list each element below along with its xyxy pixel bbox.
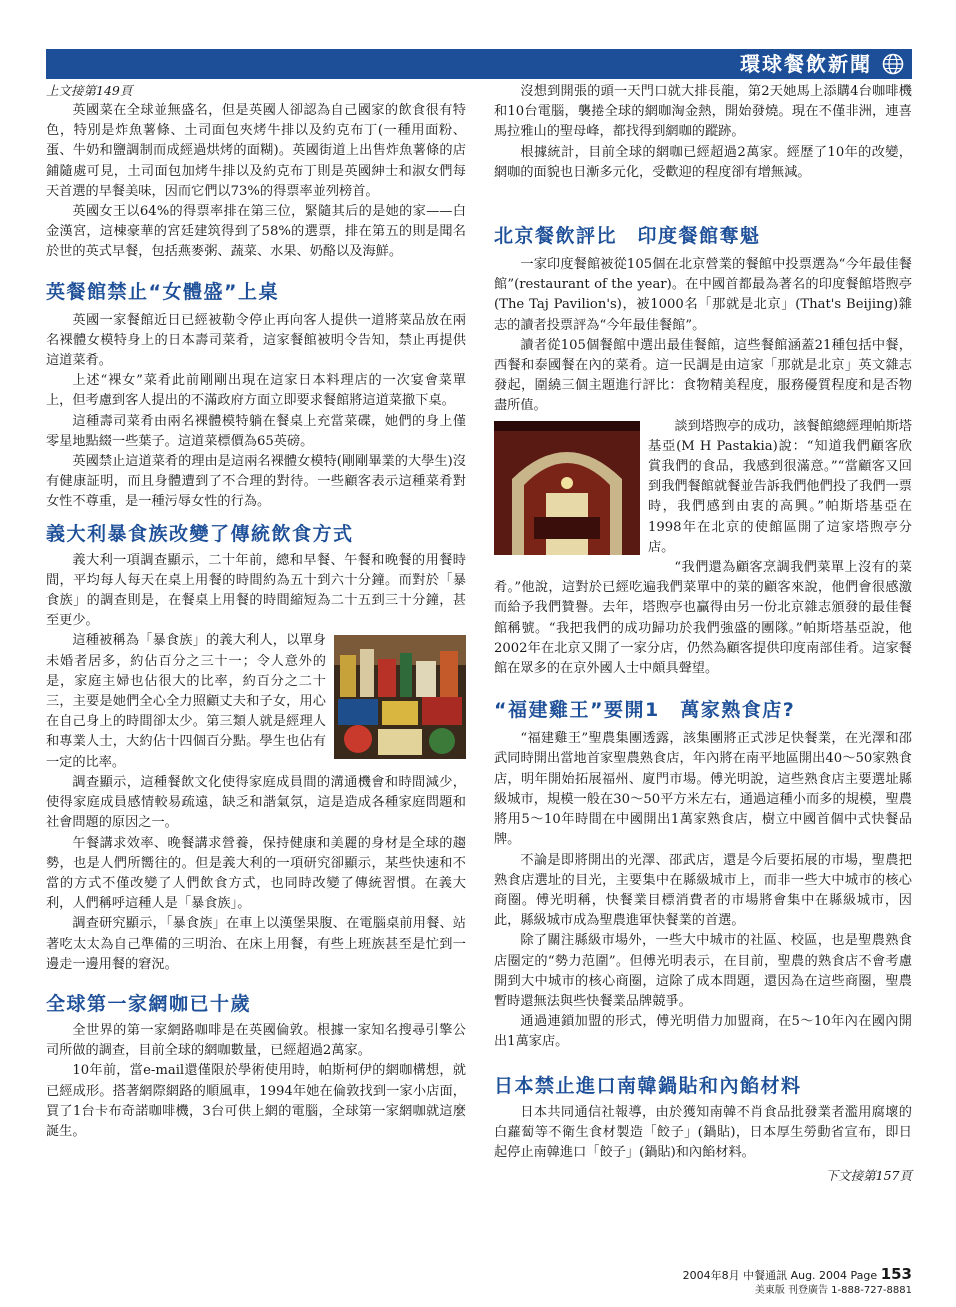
footer-issue: 2004年8月 中餐通訊 Aug. 2004 Page — [682, 1269, 878, 1282]
body-paragraph: 日本共同通信社報導，由於獲知南韓不肖食品批發業者濫用腐壞的白蘿蔔等不衛生食材製造「餃子」(鍋貼)，日本厚生勞動省宣布，即日起停止南韓進口「餃子」(鍋貼)和內餡材料。 — [494, 1104, 912, 1160]
article-uk-restaurant — [46, 279, 466, 513]
body-paragraph: 英國禁止這道菜肴的理由是這兩名裸體女模特(剛剛畢業的大學生)沒有健康証明，而且身體遭到了不合理的對待。一些顧客表示這種菜肴對女性不尊重，是一種污辱女性的行為。 — [46, 454, 466, 510]
article-heading: 英餐館禁止“女體盛”上桌 — [46, 280, 279, 303]
continued-to-note: 下文接第157頁 — [825, 1168, 912, 1184]
article-heading: 北京餐飲評比 印度餐館奪魁 — [494, 225, 761, 248]
body-paragraph: 沒想到開張的頭一天門口就大排長龍，第2天她馬上添購4台咖啡機和10台電腦，襲捲全球的網咖淘金熱，開始發燒。現在不僅非洲，連喜馬拉雅山的聖母峰，都找得到網咖的蹤跡。 — [494, 84, 912, 140]
body-paragraph: “我們還為顧客烹調我們菜單上沒有的菜肴。”他說，這對於已經吃遍我們菜單中的菜的顧客來說，他們會很感激而給予我們贊譽。去年，塔煦亭也贏得由另一份北京雜志頒發的最佳餐館稱號。“我把我們的成功歸功於我們強盛的團隊。”帕斯塔基亞說，他2002年在北京又開了一家分店，仍然為顧客提供印度南部佳肴。這家餐館在眾多的在京外國人士中頗具聲望。 — [494, 560, 912, 677]
page-footer — [683, 1266, 912, 1298]
body-paragraph: 讀者從105個餐館中選出最佳餐館，這些餐館涵蓋21種包括中餐，西餐和泰國餐在內的菜肴。這一民調是由這家「那就是北京」英文雜志發起，圍繞三個主題進行評比：食物精美程度，服務優質程度和是否物盡所值。 — [494, 337, 912, 414]
body-paragraph: 這種壽司菜肴由兩名裸體模特躺在餐桌上充當菜碟，她們的身上僅零星地點綴一些葉子。這道菜標價為65英磅。 — [46, 413, 466, 449]
groceries-photo — [334, 635, 466, 759]
body-paragraph: 這種被稱為「暴食族」的義大利人，以單身未婚者居多，約佔百分之三十一；令人意外的是，家庭主婦也佔很大的比率，約百分之二十三，主要是她們全心全力照顧丈夫和子女，用心在自己身上的時間卻太少。第三類人就是經理人和專業人士，大約佔十四個百分點。學生也佔有一定的比率。 — [46, 633, 326, 770]
continued-from-note: 上文接第149頁 — [46, 83, 133, 98]
body-paragraph: 除了關注縣級市場外，一些大中城市的社區、校區，也是聖農熟食店圈定的“勢力范圍”。但傅光明表示，在目前，聖農的熟食店不會考慮開到大中城市的核心商圈，這除了成本問題，還因為在這些商圈，聖農暫時還無法與些快餐業品牌競爭。 — [494, 933, 912, 1009]
body-paragraph: 英國女王以64%的得票率排在第三位，緊隨其后的是她的家——白金漢宮，這棟豪華的宮廷建筑得到了58%的選票，排在第五的則是聞名於世的英式早餐，包括燕麥粥、蔬菜、水果、奶酪以及海鮮。 — [46, 204, 466, 260]
globe-icon — [882, 53, 904, 75]
article-italy-eating — [46, 521, 466, 975]
article-heading: 全球第一家網咖已十歲 — [46, 992, 252, 1015]
body-paragraph: 10年前，當e-mail還僅限於學術使用時，帕斯柯伊的網咖構想，就已經成形。搭著網際網路的順風車，1994年她在倫敦找到一家小店面，買了1台卡布奇諾咖啡機，3台可供上網的電腦，全球第一家網咖就這麼誕生。 — [46, 1063, 466, 1139]
article-beijing-restaurant — [494, 223, 912, 679]
body-paragraph: 上述“裸女”菜肴此前剛剛出現在這家日本料理店的一次宴會菜單上，但考慮到客人提出的不滿政府方面立即要求餐館將這道菜撤下桌。 — [46, 373, 466, 409]
body-paragraph: 根據統計，目前全球的網咖已經超過2萬家。經歷了10年的改變，網咖的面貌也日漸多元化，受歡迎的程度卻有增無減。 — [494, 144, 912, 180]
body-paragraph: 談到塔煦亭的成功，該餐館總經理帕斯塔基亞(M H Pastakia)說：“知道我們顧客欣賞我們的食品，我感到很滿意。”“當顧客又回到我們餐館就餐並告訴我們他們投了我們一票時，我們感到由衷的高興。”帕斯塔基亞在1998年在北京的使館區開了這家塔煦亭分店。 — [648, 418, 912, 555]
article-heading: 日本禁止進口南韓鍋貼和內餡材料 — [494, 1074, 802, 1097]
right-column — [494, 82, 912, 1186]
body-paragraph: 不論是即將開出的光澤、邵武店，還是今后要拓展的市場，聖農把熟食店選址的目光，主要集中在縣級城市上，而非一些大中城市的核心商圈。傅光明稱，快餐業目標消費者的市場將會集中在縣級城市，因此，縣級城市成為聖農進軍快餐業的首選。 — [494, 852, 912, 929]
footer-ad-line: 美東版 刊登廣告 1-888-727-8881 — [754, 1285, 912, 1296]
body-paragraph: 英國菜在全球並無盛名，但是英國人卻認為自己國家的飲食很有特色，特別是炸魚薯條、土司面包夾烤牛排以及約克布丁(一種用面粉、蛋、牛奶和鹽調制而成經過烘烤的面糊)。英國街道上出售炸魚薯條的店鋪隨處可見，土司面包加烤牛排以及約克布丁則是英國紳士和淑女們每天首選的早餐美味，因而它們以73%的得票率並列榜首。 — [46, 103, 466, 199]
body-paragraph: 調查顯示，這種餐飲文化使得家庭成員間的溝通機會和時間減少，使得家庭成員感情較易疏遠，缺乏和諧氣氛，這是造成各種家庭問題和社會問題的原因之一。 — [46, 774, 466, 831]
page-number: 153 — [880, 1265, 912, 1283]
left-column — [46, 82, 466, 1142]
article-heading: “福建雞王”要開1 萬家熟食店? — [494, 699, 796, 722]
restaurant-interior-photo — [494, 421, 640, 555]
article-heading: 義大利暴食族改變了傳統飲食方式 — [46, 522, 354, 545]
body-paragraph: 英國一家餐館近日已經被勒令停止再向客人提供一道將菜品放在兩名裸體女模特身上的日本壽司菜肴，這家餐館被明令告知，禁止再提供這道菜肴。 — [46, 312, 466, 369]
body-paragraph: 午餐講求效率、晚餐講求營養，保持健康和美麗的身材是全球的趨勢，也是人們所嚮往的。但是義大利的一項研究卻顯示，某些快速和不當的方式不僅改變了人們飲食方式，也同時改變了傳統習慣。在義大利，人們稱呼這種人是「暴食族」。 — [46, 835, 466, 912]
body-paragraph: 一家印度餐館被從105個在北京營業的餐館中投票選為“今年最佳餐館”(restaurant of the year)。在中國首都最為著名的印度餐館塔煦亭(The Taj Pavilion's)，被1000名「那就是北京」(That's Beijing)雜志的讀者投票評為“今年最佳餐館”。 — [494, 257, 912, 333]
article-first-internet-cafe — [46, 991, 466, 1142]
body-paragraph: “福建雞王”聖農集團透露，該集團將正式涉足快餐業，在光澤和邵武同時開出當地首家聖農熟食店，年內將在南平地區開出40～50家熟食店，明年開始拓展福州、廈門市場。傅光明說，這些熟食店主要選址縣級城市，規模一般在30～50平方米左右，通過這種小而多的規模，聖農將用5～10年時間在中國開出1萬家熟食店，樹立中國首個中式快餐品牌。 — [494, 731, 912, 848]
article-fujian-chicken — [494, 697, 912, 1052]
body-paragraph: 義大利一項調查顯示，二十年前，總和早餐、午餐和晚餐的用餐時間，平均每人每天在桌上用餐的時間約為五十到六十分鐘。而對於「暴食族」的調查則是，在餐桌上用餐的時間縮短為二十五到三十分鐘，甚至更少。 — [46, 552, 466, 629]
body-paragraph: 調查研究顯示，「暴食族」在車上以漢堡果腹、在電腦桌前用餐、站著吃太太為自己準備的三明治、在床上用餐，有些上班族甚至是忙到一邊走一邊用餐的窘況。 — [46, 916, 466, 972]
article-japan-ban — [494, 1073, 912, 1185]
body-paragraph: 通過連鎖加盟的形式，傅光明借力加盟商，在5～10年內在國內開出1萬家店。 — [494, 1014, 912, 1050]
section-banner — [46, 49, 912, 79]
banner-title: 環球餐飲新聞 — [740, 52, 872, 76]
footer-issue-line — [683, 1266, 912, 1284]
body-paragraph: 全世界的第一家網路咖啡是在英國倫敦。根據一家知名搜尋引擎公司所做的調查，目前全球的網咖數量，已經超過2萬家。 — [46, 1022, 466, 1059]
